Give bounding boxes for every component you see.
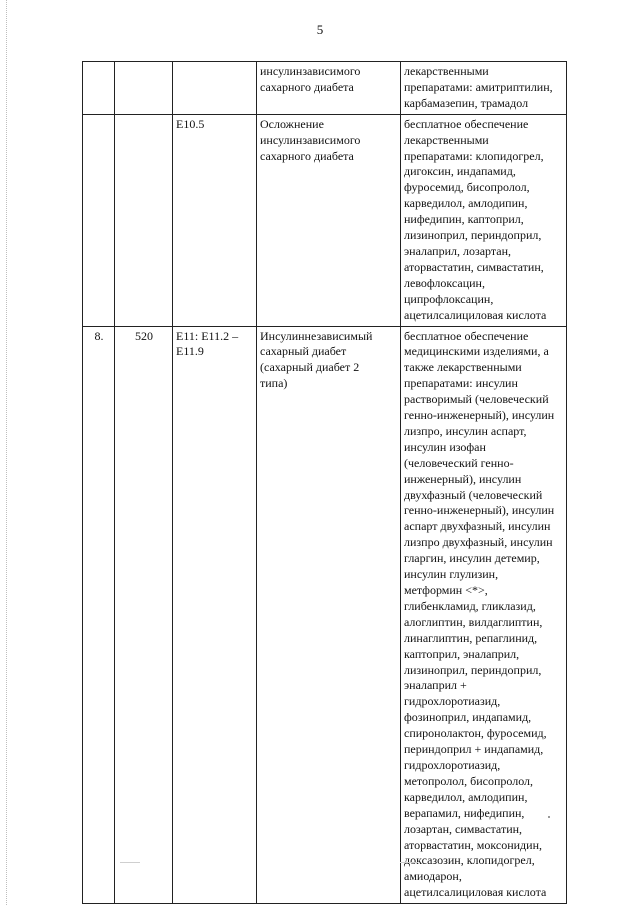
scan-artifact-line [400, 862, 418, 864]
scan-artifact-line [120, 862, 140, 864]
model-id-cell [115, 114, 173, 326]
disease-name-cell: инсулинзависимого сахарного диабета [257, 62, 401, 115]
model-id-cell [115, 62, 173, 115]
table-row [83, 62, 567, 115]
row-number-cell: 8. [83, 326, 115, 904]
row-number-cell [83, 62, 115, 115]
disease-name-cell: Осложнение инсулинзависимого сахарного диабета [257, 114, 401, 326]
disease-name-cell: Инсулиннезависимый сахарный диабет (сахарный диабет 2 типа) [257, 326, 401, 904]
icd-code-cell: E11: E11.2 – E11.9 [173, 326, 257, 904]
scan-artifact-dot [548, 816, 550, 818]
icd-code-cell: E10.5 [173, 114, 257, 326]
icd-code-cell [173, 62, 257, 115]
provision-cell: бесплатное обеспечение лекарственными препаратами: клопидогрел, дигоксин, индапамид, фуросемид, бисопролол, карведилол, амлодипин, нифедипин, каптоприл, лизиноприл, периндоприл, эналаприл, лозартан, аторвастатин, симвастатин, левофлоксацин, ципрофлоксацин, ацетилсалициловая кислота [401, 114, 567, 326]
page-number: 5 [316, 22, 324, 37]
document-table [82, 61, 567, 904]
provision-cell: лекарственными препаратами: амитриптилин, карбамазепин, трамадол [401, 62, 567, 115]
model-id-cell: 520 [115, 326, 173, 904]
scan-edge-line [6, 0, 8, 905]
table-row [83, 326, 567, 904]
table-row [83, 114, 567, 326]
provision-cell: бесплатное обеспечение медицинскими изделиями, а также лекарственными препаратами: инсулин растворимый (человеческий генно-инженерный), инсулин лизпро, инсулин аспарт, инсулин изофан (человеческий генно- инженерный), инсулин двухфазный (человеческий генно-инженерный), инсулин аспарт двухфазный, инсулин лизпро двухфазный, инсулин гларгин, инсулин детемир, инсулин глулизин, метформин <*>, глибенкламид, гликлазид, алоглиптин, вилдаглиптин, линаглиптин, репаглинид, каптоприл, эналаприл, лизиноприл, периндоприл, эналаприл + гидрохлоротиазид, фозиноприл, индапамид, спиронолактон, фуросемид, периндоприл + индапамид, гидрохлоротиазид, метопролол, бисопролол, карведилол, амлодипин, верапамил, нифедипин, лозартан, симвастатин, аторвастатин, моксонидин, доксазозин, клопидогрел, амиодарон, ацетилсалициловая кислота [401, 326, 567, 904]
row-number-cell [83, 114, 115, 326]
